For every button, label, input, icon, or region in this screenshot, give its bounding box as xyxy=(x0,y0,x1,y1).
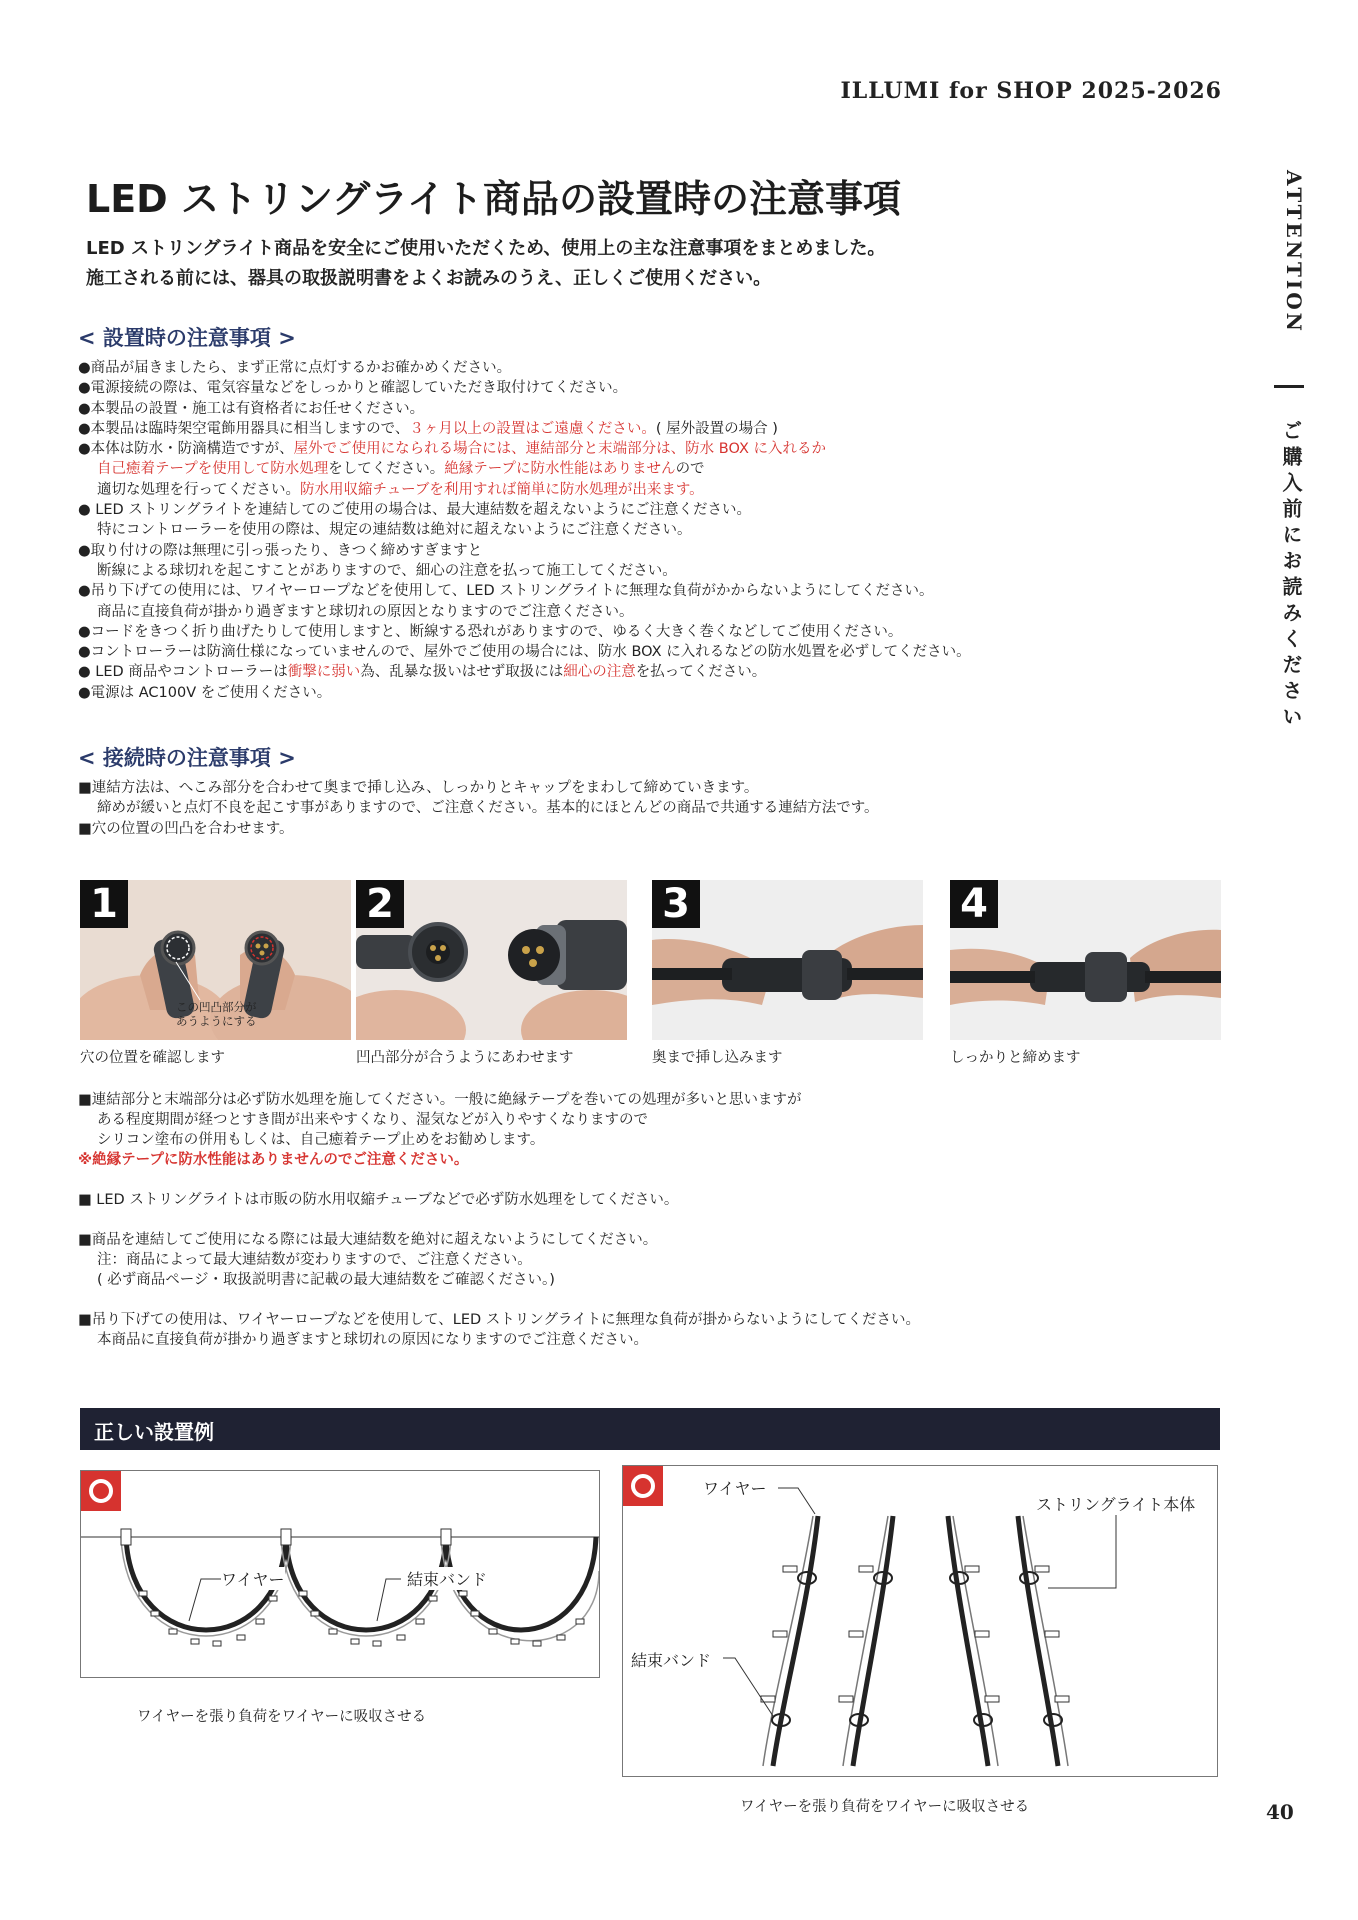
install-heading: < 設置時の注意事項 > xyxy=(78,326,296,350)
note: ■連結部分と末端部分は必ず防水処理を施してください。一般に絶縁テープを巻いての処理が多いと思いますが xyxy=(78,1092,802,1108)
page-number: 40 xyxy=(1266,1800,1294,1824)
rule: ●本製品の設置・施工は有資格者にお任せください。 xyxy=(78,400,425,417)
rule: ●商品が届きましたら、まず正常に点灯するかお確かめください。 xyxy=(78,360,512,376)
rule: ■連結方法は、へこみ部分を合わせて奥まで挿し込み、しっかりとキャップをまわして締めていきます。 xyxy=(78,780,759,796)
step-number: 2 xyxy=(356,880,404,928)
note-cont: ( 必ず商品ページ・取扱説明書に記載の最大連結数をご確認ください。) xyxy=(97,1272,555,1288)
label-band: 結束バンド xyxy=(631,1648,711,1671)
note-warning: ※絶縁テープに防水性能はありませんのでご注意ください。 xyxy=(78,1152,469,1168)
rule: ●本体は防水・防滴構造ですが、屋外でご使用になられる場合には、連結部分と末端部分は、防水 BOX に入れるか xyxy=(78,441,826,458)
step-number: 4 xyxy=(950,880,998,928)
step-caption: 奥まで挿し込みます xyxy=(652,1050,783,1066)
step-1-note: この凹凸部分が あうようにする xyxy=(176,1000,257,1028)
step-3 xyxy=(652,880,923,1067)
rule: ●吊り下げての使用には、ワイヤーロープなどを使用して、LED ストリングライトに無理な負荷がかからないようにしてください。 xyxy=(78,583,934,600)
page-title: LED ストリングライト商品の設置時の注意事項 xyxy=(86,177,902,221)
rule: ●本製品は臨時架空電飾用器具に相当しますので、３ヶ月以上の設置はご遠慮ください。( 屋外設置の場合 ) xyxy=(78,420,778,437)
note-cont: シリコン塗布の併用もしくは、自己癒着テープ止めをお勧めします。 xyxy=(97,1132,545,1148)
step-4-photo xyxy=(950,880,1221,1040)
example-right-caption: ワイヤーを張り負荷をワイヤーに吸収させる xyxy=(740,1799,1030,1815)
label-band: 結束バンド xyxy=(407,1567,487,1590)
example-left-box xyxy=(80,1470,600,1678)
rule-cont: 断線による球切れを起こすことがありますので、細心の注意を払って施工してください。 xyxy=(97,562,677,579)
rule-cont: 適切な処理を行ってください。防水用収縮チューブを利用すれば簡単に防水処理が出来ます。 xyxy=(97,481,704,498)
side-divider xyxy=(1274,385,1304,388)
rule-cont: 締めが緩いと点灯不良を起こす事がありますので、ご注意ください。基本的にほとんどの商品で共通する連結方法です。 xyxy=(97,800,879,817)
step-caption: 穴の位置を確認します xyxy=(80,1050,225,1066)
side-attention-label: ATTENTION xyxy=(1282,170,1306,334)
step-caption: しっかりと締めます xyxy=(950,1050,1081,1066)
intro-line: LED ストリングライト商品を安全にご使用いただくため、使用上の主な注意事項をまとめました。 xyxy=(86,238,886,259)
note-cont: 本商品に直接負荷が掛かり過ぎますと球切れの原因になりますのでご注意ください。 xyxy=(97,1332,648,1348)
rule-cont: 特にコントローラーを使用の際は、規定の連結数は絶対に超えないようにご注意ください。 xyxy=(97,522,692,539)
label-wire: ワイヤー xyxy=(221,1567,285,1590)
intro-text xyxy=(86,234,885,294)
side-notice-label: ご購入前にお読みください xyxy=(1279,420,1303,732)
note: ■吊り下げての使用は、ワイヤーロープなどを使用して、LED ストリングライトに無理な負荷が掛からないようにしてください。 xyxy=(78,1312,921,1328)
step-2 xyxy=(356,880,627,1067)
example-heading: 正しい設置例 xyxy=(94,1420,214,1444)
connect-heading: < 接続時の注意事項 > xyxy=(78,746,296,770)
label-string-light-body: ストリングライト本体 xyxy=(1036,1492,1195,1515)
rule: ●コントローラーは防滴仕様になっていませんので、屋外でご使用の場合には、防水 BOX に入れるなどの防水処置を必ずしてください。 xyxy=(78,644,971,661)
example-right-box xyxy=(622,1465,1218,1777)
step-2-photo xyxy=(356,880,627,1040)
connect-rules xyxy=(78,778,1258,839)
install-rules xyxy=(78,358,1258,703)
rule: ● LED 商品やコントローラーは衝撃に弱い為、乱暴な扱いはせず取扱には細心の注意を払ってください。 xyxy=(78,664,767,681)
rule: ● LED ストリングライトを連結してのご使用の場合は、最大連結数を超えないようにご注意ください。 xyxy=(78,502,752,519)
example-heading-bar xyxy=(80,1408,1220,1450)
step-3-photo xyxy=(652,880,923,1040)
rule: ■穴の位置の凹凸を合わせます。 xyxy=(78,820,294,837)
rule-cont: 自己癒着テープを使用して防水処理をしてください。絶縁テープに防水性能はありませんので xyxy=(97,461,705,478)
rule-cont: 商品に直接負荷が掛かり過ぎますと球切れの原因となりますのでご注意ください。 xyxy=(97,603,634,620)
intro-line: 施工される前には、器具の取扱説明書をよくお読みのうえ、正しくご使用ください。 xyxy=(86,268,772,289)
note: ■商品を連結してご使用になる際には最大連結数を絶対に超えないようにしてください。 xyxy=(78,1232,658,1248)
rule: ●電源接続の際は、電気容量などをしっかりと確認していただき取付けてください。 xyxy=(78,380,628,397)
step-1-photo xyxy=(80,880,351,1040)
step-number: 3 xyxy=(652,880,700,928)
step-caption: 凹凸部分が合うようにあわせます xyxy=(356,1050,574,1066)
note: ■ LED ストリングライトは市販の防水用収縮チューブなどで必ず防水処理をしてください。 xyxy=(78,1192,679,1208)
note-cont: 注：商品によって最大連結数が変わりますので、ご注意ください。 xyxy=(97,1252,532,1268)
rule: ●コードをきつく折り曲げたりして使用しますと、断線する恐れがありますので、ゆるく大きく巻くなどしてご使用ください。 xyxy=(78,623,903,640)
label-wire: ワイヤー xyxy=(703,1476,767,1499)
rule: ●取り付けの際は無理に引っ張ったり、きつく締めすぎますと xyxy=(78,542,483,559)
brand-header: ILLUMI for SHOP 2025-2026 xyxy=(840,78,1222,104)
step-4 xyxy=(950,880,1221,1067)
note-cont: ある程度期間が経つとすき間が出来やすくなり、湿気などが入りやすくなりますので xyxy=(97,1112,648,1128)
example-left-caption: ワイヤーを張り負荷をワイヤーに吸収させる xyxy=(137,1709,427,1725)
step-number: 1 xyxy=(80,880,128,928)
rule: ●電源は AC100V をご使用ください。 xyxy=(78,684,332,701)
step-1 xyxy=(80,880,351,1067)
connect-notes xyxy=(78,1090,920,1350)
